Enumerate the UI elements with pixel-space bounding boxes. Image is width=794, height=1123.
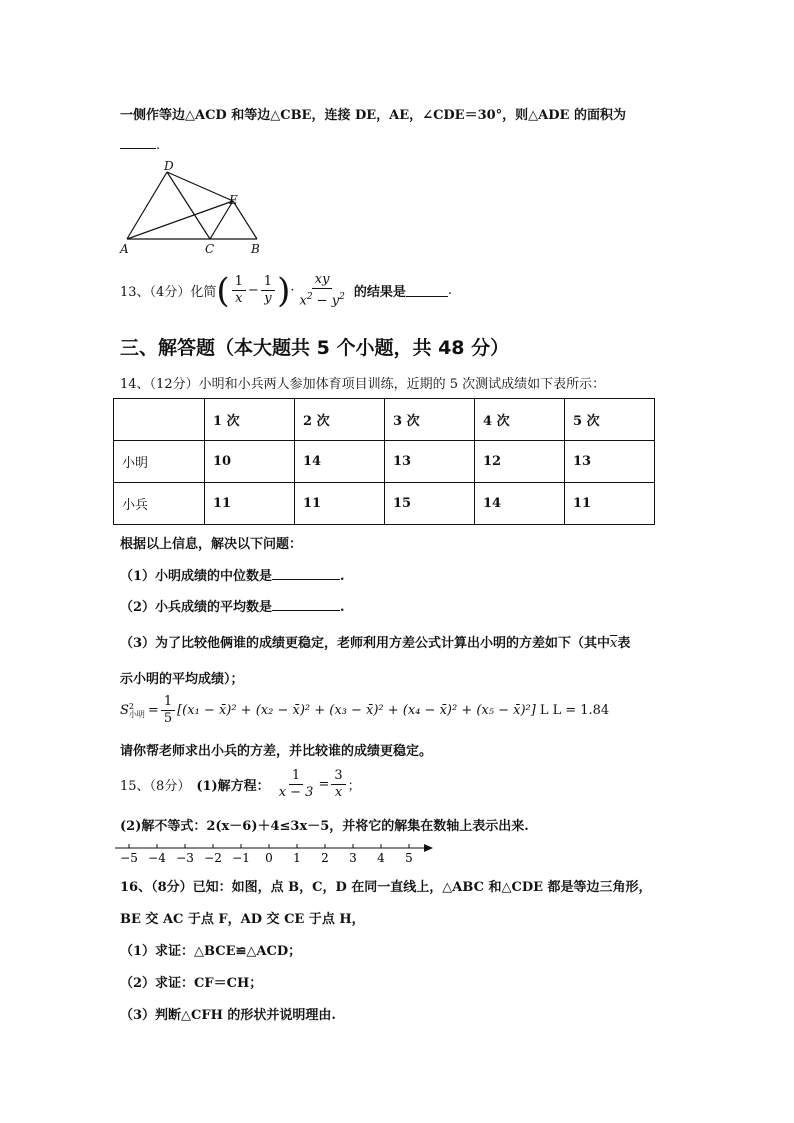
label-B: B xyxy=(251,242,260,256)
table-header-cell xyxy=(114,399,205,441)
section-title: 三、解答题（本大题共 5 个小题，共 48 分） xyxy=(120,337,510,359)
q14-part1: （1）小明成绩的中位数是 . xyxy=(120,569,345,584)
table-header-cell: 3 次 xyxy=(385,399,475,441)
table-cell: 11 xyxy=(205,483,295,525)
table-header-cell: 2 次 xyxy=(295,399,385,441)
table-header-row xyxy=(114,399,655,441)
table-row xyxy=(114,483,655,525)
answer-blank[interactable] xyxy=(272,598,340,611)
table-cell: 10 xyxy=(205,441,295,483)
tick-label: 0 xyxy=(265,851,273,865)
q13: 13、（4分）化简 ( $\frac{1}{x}$ − $\frac{1}{y}$ ) · $\frac{xy}{x^2 - y^2}$ 的结果是 . xyxy=(120,270,452,311)
table-cell: 11 xyxy=(565,483,655,525)
table-cell: 12 xyxy=(475,441,565,483)
tick-label: 4 xyxy=(377,851,385,865)
q15-part1: 15、（8分） (1)解方程： $\frac{1}{x - 3}$ = $\frac{3}{x}$ ； xyxy=(120,768,361,800)
label-A: A xyxy=(120,242,129,256)
score-table xyxy=(113,398,655,525)
q12-answer-line: . xyxy=(120,136,160,153)
table-cell: 13 xyxy=(385,441,475,483)
label-D: D xyxy=(164,160,174,173)
label-C: C xyxy=(205,242,215,256)
q16-line4: （2）求证：CF＝CH； xyxy=(120,976,263,991)
tick-label: −1 xyxy=(232,851,250,865)
q16-line3: （1）求证：△BCE≌△ACD； xyxy=(120,944,302,959)
triangle-figure xyxy=(115,160,275,260)
row-name: 小兵 xyxy=(114,483,205,525)
table-cell: 11 xyxy=(295,483,385,525)
q12-text: 一侧作等边△ACD 和等边△CBE，连接 DE，AE，∠CDE＝30°，则△ADE 的面积为 xyxy=(120,108,626,123)
table-cell: 13 xyxy=(565,441,655,483)
tick-label: 5 xyxy=(405,851,413,865)
q14-part3: （3）为了比较他俩谁的成绩更稳定，老师利用方差公式计算出小明的方差如下（其中$\overline{x}$表 xyxy=(120,636,631,651)
q14-intro: 14、（12分）小明和小兵两人参加体育项目训练，近期的 5 次测试成绩如下表所示： xyxy=(120,377,606,392)
q14-after: 根据以上信息，解决以下问题： xyxy=(120,537,303,552)
answer-blank[interactable] xyxy=(272,567,340,580)
answer-blank[interactable] xyxy=(406,284,448,297)
table-header-cell: 5 次 xyxy=(565,399,655,441)
tick-label: −5 xyxy=(120,851,138,865)
fraction-1-over-y: $\frac{1}{y}$ xyxy=(261,274,275,307)
fraction-xy: $\frac{xy}{x^2 - y^2}$ xyxy=(299,272,345,309)
number-line xyxy=(115,838,435,868)
table-header-cell: 4 次 xyxy=(475,399,565,441)
table-cell: 14 xyxy=(475,483,565,525)
tick-label: −3 xyxy=(176,851,194,865)
variance-formula: S 2 小明 = $\frac{1}{5}$ [(x₁ − x̄)² + (x₂ − x̄)² + (x₃ − x̄)² + (x₄ − x̄)² + (x₅ − x̄)²] L L = 1.84 xyxy=(120,694,610,726)
table-cell: 14 xyxy=(295,441,385,483)
q16-line5: （3）判断△CFH 的形状并说明理由. xyxy=(120,1008,336,1023)
table-row xyxy=(114,441,655,483)
row-name: 小明 xyxy=(114,441,205,483)
tick-label: 3 xyxy=(349,851,357,865)
arrow-icon xyxy=(424,844,433,852)
table-header-cell: 1 次 xyxy=(205,399,295,441)
segment-AE xyxy=(127,201,233,239)
table-cell: 15 xyxy=(385,483,475,525)
q14-part2: （2）小兵成绩的平均数是 . xyxy=(120,600,345,615)
tick-label: 2 xyxy=(321,851,329,865)
answer-blank[interactable] xyxy=(120,136,156,149)
q14-part3-cont: 示小明的平均成绩）； xyxy=(120,672,244,687)
label-E: E xyxy=(229,193,238,207)
fraction-1-over-x: $\frac{1}{x}$ xyxy=(232,274,246,307)
q15-part2: (2)解不等式：2(x－6)＋4≤3x－5，并将它的解集在数轴上表示出来. xyxy=(120,819,529,834)
segment-AD xyxy=(127,172,167,239)
q16-line1: 16、（8分）已知：如图，点 B，C，D 在同一直线上，△ABC 和△CDE 都是等边三角形， xyxy=(120,880,652,895)
tick-label: −2 xyxy=(204,851,222,865)
tick-label: −4 xyxy=(148,851,166,865)
tick-label: 1 xyxy=(293,851,301,865)
q14-ask: 请你帮老师求出小兵的方差，并比较谁的成绩更稳定。 xyxy=(120,744,433,759)
q16-line2: BE 交 AC 于点 F，AD 交 CE 于点 H， xyxy=(120,912,365,927)
